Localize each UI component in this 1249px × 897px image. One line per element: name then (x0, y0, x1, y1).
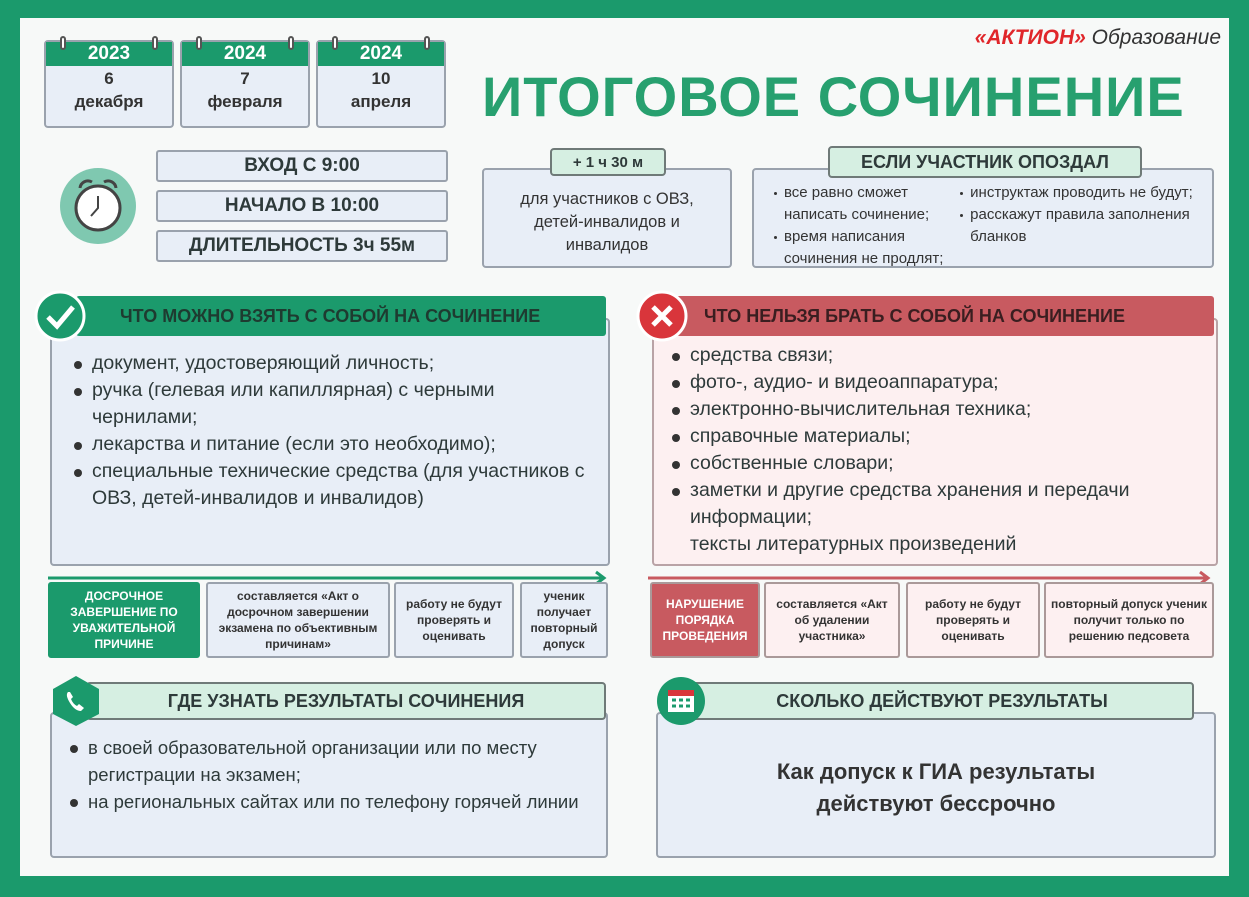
violation-label: НАРУШЕНИЕ ПОРЯДКА ПРОВЕДЕНИЯ (650, 582, 760, 658)
duration: ДЛИТЕЛЬНОСТЬ 3ч 55м (156, 230, 448, 262)
allowed-title: ЧТО МОЖНО ВЗЯТЬ С СОБОЙ НА СОЧИНЕНИЕ (76, 296, 606, 336)
validity-box: Как допуск к ГИА результаты действуют бессрочно (656, 712, 1216, 858)
poster (20, 18, 1229, 876)
extra-time-tab: + 1 ч 30 м (550, 148, 666, 176)
phone-icon (50, 674, 102, 728)
date-card: 2024 7 февраля (180, 40, 310, 128)
early-step: ученик получает повторный допуск (520, 582, 608, 658)
extra-time-box: для участников с ОВЗ, детей-инвалидов и инвалидов (482, 168, 732, 268)
alarm-clock-icon (58, 166, 138, 246)
violation-step: повторный допуск ученик получит только по решению педсовета (1044, 582, 1214, 658)
forbidden-box: средства связи; фото-, аудио- и видеоаппаратура; электронно-вычислительная техника; справочные материалы; собственные словари; заметки и другие средства хранения и передачи информации; тексты литературных произведений (652, 318, 1218, 566)
early-step: работу не будут проверять и оценивать (394, 582, 514, 658)
date-card: 2023 6 декабря (44, 40, 174, 128)
results-title: ГДЕ УЗНАТЬ РЕЗУЛЬТАТЫ СОЧИНЕНИЯ (86, 682, 606, 720)
entry-time: ВХОД С 9:00 (156, 150, 448, 182)
results-box: в своей образовательной организации или по месту регистрации на экзамен; на региональных сайтах или по телефону горячей линии (50, 712, 608, 858)
start-time: НАЧАЛО В 10:00 (156, 190, 448, 222)
late-box: все равно сможет написать сочинение; время написания сочинения не продлят; инструктаж проводить не будут; расскажут правила заполнения бланков (752, 168, 1214, 268)
allowed-box: документ, удостоверяющий личность; ручка (гелевая или капиллярная) с черными чернилами; лекарства и питание (если это необходимо); специальные технические средства (для участников с ОВЗ, детей-инвалидов и инвалидов) (50, 318, 610, 566)
brand-logo: «АКТИОН» Образование (974, 26, 1221, 49)
page-title: ИТОГОВОЕ СОЧИНЕНИЕ (482, 65, 1185, 128)
validity-title: СКОЛЬКО ДЕЙСТВУЮТ РЕЗУЛЬТАТЫ (690, 682, 1194, 720)
late-tab: ЕСЛИ УЧАСТНИК ОПОЗДАЛ (828, 146, 1142, 178)
forbidden-title: ЧТО НЕЛЬЗЯ БРАТЬ С СОБОЙ НА СОЧИНЕНИЕ (676, 296, 1214, 336)
date-card: 2024 10 апреля (316, 40, 446, 128)
calendar-icon (656, 676, 706, 726)
early-finish-label: ДОСРОЧНОЕ ЗАВЕРШЕНИЕ ПО УВАЖИТЕЛЬНОЙ ПРИЧИНЕ (48, 582, 200, 658)
cross-icon (636, 290, 688, 342)
violation-step: составляется «Акт об удалении участника» (764, 582, 900, 658)
violation-step: работу не будут проверять и оценивать (906, 582, 1040, 658)
checkmark-icon (34, 290, 86, 342)
early-step: составляется «Акт о досрочном завершении экзамена по объективным причинам» (206, 582, 390, 658)
